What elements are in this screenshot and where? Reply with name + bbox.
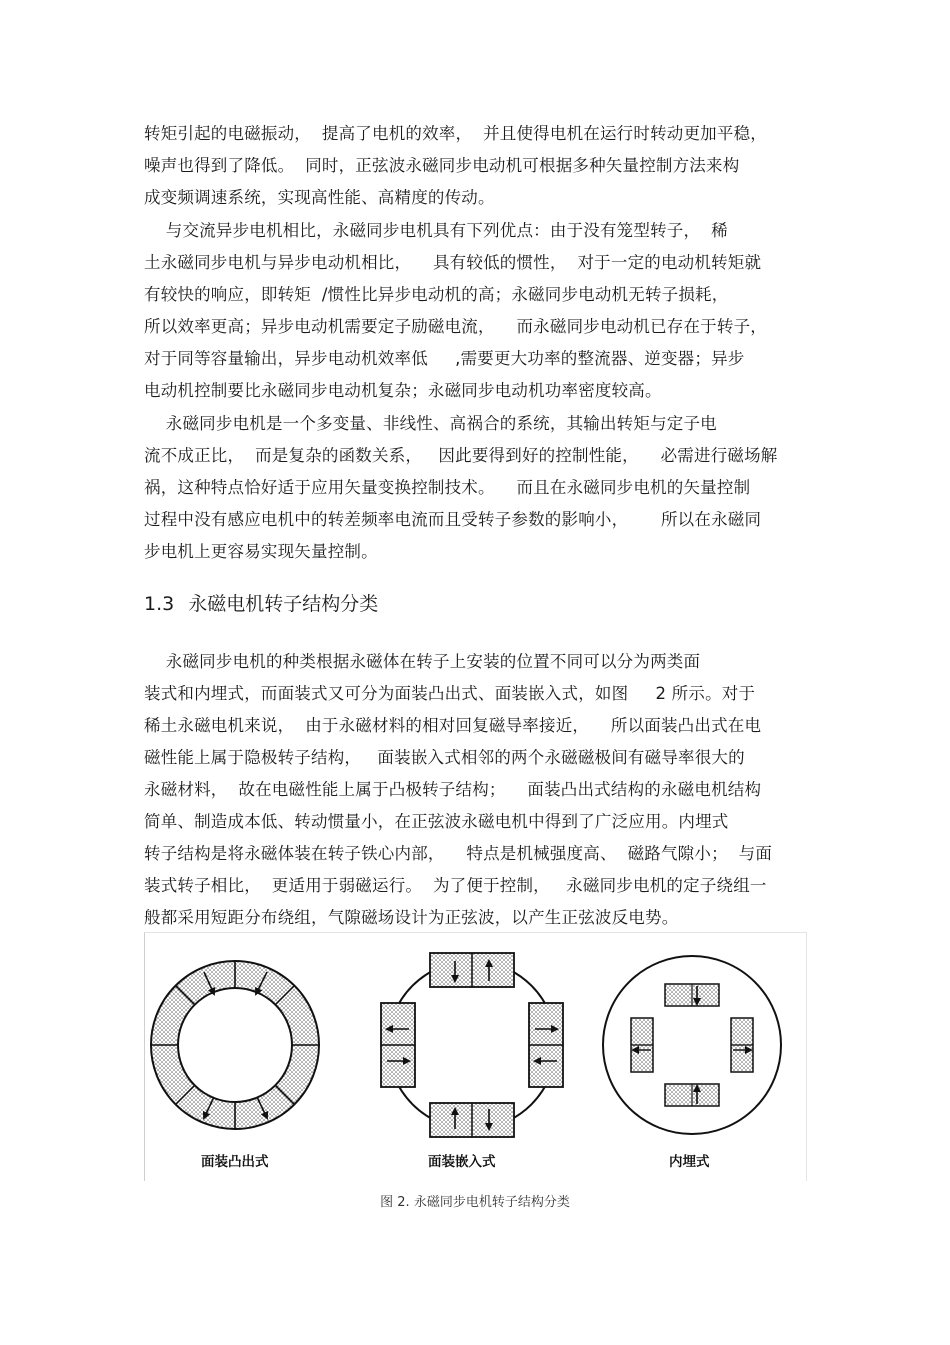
rotor-diagrams <box>145 933 806 1181</box>
text-line: 般都采用短距分布绕组，气隙磁场设计为正弦波，以产生正弦波反电势。 <box>144 908 679 927</box>
label-surface-inset: 面装嵌入式 <box>428 1154 496 1170</box>
text-line: 电动机控制要比永磁同步电动机复杂；永磁同步电动机功率密度较高。 <box>144 381 662 400</box>
paragraph-1 <box>144 118 824 214</box>
text-line: 永磁材料， 故在电磁性能上属于凸极转子结构； 面装凸出式结构的永磁电机结构 <box>144 780 762 799</box>
text-line: 祸，这种特点恰好适于应用矢量变换控制技术。 而且在永磁同步电机的矢量控制 <box>144 478 751 497</box>
figure-caption: 图 2. 永磁同步电机转子结构分类 <box>380 1195 570 1210</box>
text-line: 装式转子相比， 更适用于弱磁运行。 为了便于控制， 永磁同步电机的定子绕组一 <box>144 876 767 895</box>
text-line: 对于同等容量输出，异步电动机效率低 ,需要更大功率的整流器、逆变器；异步 <box>144 349 745 368</box>
text-line: 有较快的响应，即转矩 /惯性比异步电动机的高；永磁同步电动机无转子损耗， <box>144 285 729 304</box>
section-number: 1.3 <box>144 593 175 615</box>
text-line: 永磁同步电机的种类根据永磁体在转子上安装的位置不同可以分为两类面 <box>144 652 701 671</box>
text-line: 磁性能上属于隐极转子结构， 面装嵌入式相邻的两个永磁磁极间有磁导率很大的 <box>144 748 745 767</box>
text-line: 装式和内埋式，而面装式又可分为面装凸出式、面装嵌入式，如图 2 所示。对于 <box>144 684 756 703</box>
paragraph-4 <box>144 646 824 934</box>
text-line: 流不成正比， 而是复杂的函数关系， 因此要得到好的控制性能， 必需进行磁场解 <box>144 446 778 465</box>
text-line: 步电机上更容易实现矢量控制。 <box>144 542 378 561</box>
rotor-structure-figure <box>144 932 807 1181</box>
surface-protruding-rotor <box>151 961 319 1129</box>
label-surface-protruding: 面装凸出式 <box>201 1154 269 1170</box>
text-line: 永磁同步电机是一个多变量、非线性、高祸合的系统，其输出转矩与定子电 <box>144 414 717 433</box>
text-line: 转矩引起的电磁振动， 提高了电机的效率， 并且使得电机在运行时转动更加平稳， <box>144 124 767 143</box>
text-line: 所以效率更高；异步电动机需要定子励磁电流， 而永磁同步电动机已存在于转子， <box>144 317 767 336</box>
text-line: 简单、制造成本低、转动惯量小，在正弦波永磁电机中得到了广泛应用。内埋式 <box>144 812 729 831</box>
label-interior: 内埋式 <box>669 1154 710 1170</box>
surface-inset-rotor <box>381 953 563 1137</box>
text-line: 土永磁同步电机与异步电动机相比， 具有较低的惯性， 对于一定的电动机转矩就 <box>144 253 762 272</box>
interior-rotor <box>603 956 781 1134</box>
section-title: 永磁电机转子结构分类 <box>188 593 379 615</box>
paragraph-2 <box>144 215 824 407</box>
text-line: 稀土永磁电机来说， 由于永磁材料的相对回复磁导率接近， 所以面装凸出式在电 <box>144 716 762 735</box>
paragraph-3 <box>144 408 824 568</box>
text-line: 与交流异步电机相比，永磁同步电机具有下列优点：由于没有笼型转子， 稀 <box>144 221 728 240</box>
text-line: 过程中没有感应电机中的转差频率电流而且受转子参数的影响小， 所以在永磁同 <box>144 510 762 529</box>
text-line: 转子结构是将永磁体装在转子铁心内部， 特点是机械强度高、 磁路气隙小； 与面 <box>144 844 773 863</box>
section-heading <box>144 588 378 620</box>
text-line: 噪声也得到了降低。 同时，正弦波永磁同步电动机可根据多种矢量控制方法来构 <box>144 156 740 175</box>
text-line: 成变频调速系统，实现高性能、高精度的传动。 <box>144 188 495 207</box>
